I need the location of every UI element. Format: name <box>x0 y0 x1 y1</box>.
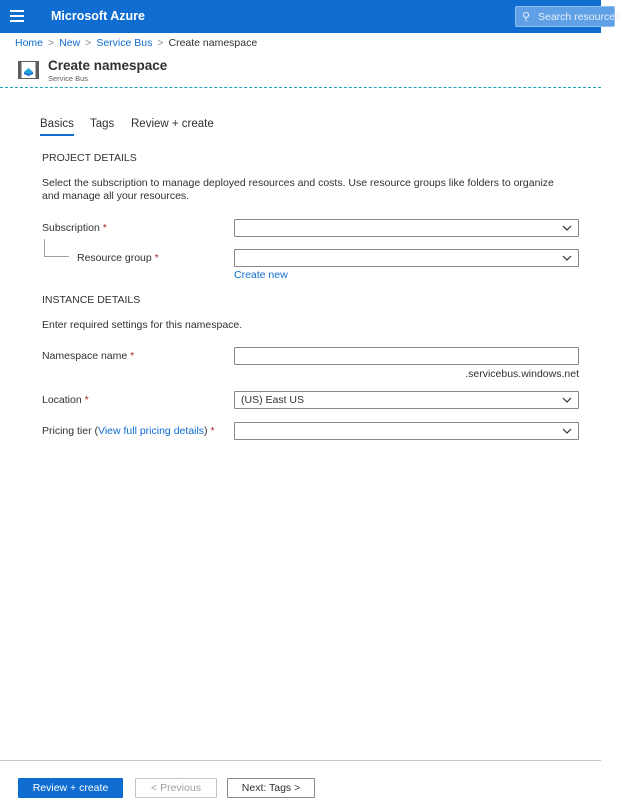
breadcrumb-separator: > <box>85 37 92 49</box>
instance-details-description: Enter required settings for this namespace. <box>42 319 243 331</box>
namespace-suffix: .servicebus.windows.net <box>465 368 579 380</box>
pricing-tier-dropdown[interactable] <box>234 422 579 440</box>
page-subtitle: Service Bus <box>48 74 89 83</box>
subscription-dropdown[interactable] <box>234 219 579 237</box>
namespace-name-input[interactable] <box>235 348 578 364</box>
tab-basics[interactable]: Basics <box>40 118 74 136</box>
required-marker: * <box>102 222 107 234</box>
breadcrumb-service-bus[interactable]: Service Bus <box>96 37 153 49</box>
required-marker: * <box>84 394 89 406</box>
page-title: Create namespace <box>48 58 168 73</box>
resource-group-dropdown[interactable] <box>234 249 579 267</box>
breadcrumb-new[interactable]: New <box>59 37 81 49</box>
breadcrumb-home[interactable]: Home <box>15 37 44 49</box>
chevron-down-icon <box>562 396 572 404</box>
required-marker: * <box>210 425 215 437</box>
breadcrumb <box>15 37 257 49</box>
chevron-down-icon <box>562 254 572 262</box>
resource-group-label: Resource group * <box>77 252 159 264</box>
chevron-down-icon <box>562 427 572 435</box>
subscription-label: Subscription * <box>42 222 107 234</box>
breadcrumb-separator: > <box>157 37 164 49</box>
brand-title[interactable]: Microsoft Azure <box>51 9 145 23</box>
top-bar <box>0 0 620 33</box>
tree-connector <box>44 239 69 257</box>
project-details-description: Select the subscription to manage deployed resources and costs. Use resource groups like folders to organize and manage all your resources. <box>42 177 554 202</box>
page-header <box>0 54 601 88</box>
service-bus-icon <box>18 61 39 79</box>
hamburger-icon[interactable] <box>10 10 24 22</box>
search-icon: ⚲ <box>522 11 531 23</box>
chevron-down-icon <box>562 224 572 232</box>
review-create-button[interactable]: Review + create <box>18 778 123 798</box>
wizard-footer <box>0 760 601 809</box>
location-label: Location * <box>42 394 89 406</box>
previous-button[interactable]: < Previous <box>135 778 217 798</box>
view-pricing-details-link[interactable]: View full pricing details <box>98 425 205 437</box>
tab-tags[interactable]: Tags <box>90 118 115 130</box>
create-new-link[interactable]: Create new <box>234 269 288 281</box>
tab-review-create[interactable]: Review + create <box>131 118 214 130</box>
breadcrumb-current: Create namespace <box>168 37 258 49</box>
required-marker: * <box>154 252 159 264</box>
project-details-heading: PROJECT DETAILS <box>42 152 137 164</box>
instance-details-heading: INSTANCE DETAILS <box>42 294 141 306</box>
namespace-name-field[interactable] <box>234 347 579 365</box>
namespace-name-label: Namespace name * <box>42 350 135 362</box>
location-value: (US) East US <box>241 394 305 406</box>
location-dropdown[interactable] <box>234 391 579 409</box>
search-placeholder: Search resources <box>538 11 620 23</box>
pricing-tier-label: Pricing tier (View full pricing details) * <box>42 425 215 437</box>
required-marker: * <box>130 350 135 362</box>
global-search-input[interactable] <box>515 6 620 27</box>
next-tags-button[interactable]: Next: Tags > <box>227 778 315 798</box>
breadcrumb-separator: > <box>48 37 55 49</box>
